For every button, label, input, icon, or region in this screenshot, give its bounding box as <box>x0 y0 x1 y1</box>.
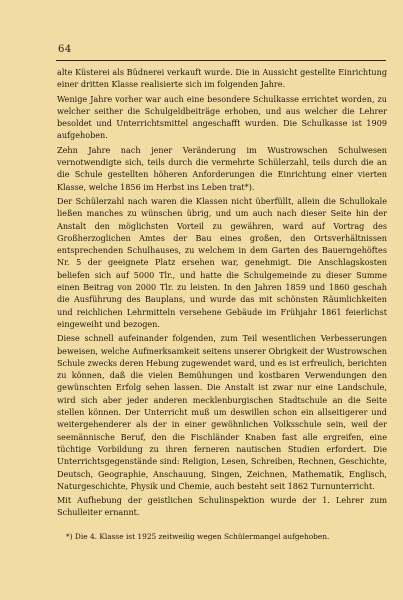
page-number: 64 <box>58 44 72 55</box>
page-body <box>57 66 387 521</box>
paragraph: Diese schnell aufeinander folgenden, zum Teil wesentlichen Verbesserungen beweisen, welche Aufmerksamkeit seitens unserer Obrigkeit der Wustrowschen Schule zwecks deren Hebung zugewendet ward, und es ist erfreulich, berichten zu können, daß die vielen Bemühungen und kostbaren Verwendungen den gewünschten Erfolg sehen lassen. Die Anstalt ist zwar nur eine Landschule, wird sich aber jeder anderen mecklenburgischen Stadtschule an die Seite stellen können. Der Unterricht muß um deswillen schon ein allseitigerer und weitergehenderer als der in einer gewöhnlichen Volksschule sein, weil der seemännische Beruf, den die Fischländer Knaben fast alle ergreifen, eine tüchtige Vorbildung zu ihren ferneren nautischen Studien erfordert. Die Unterrichtsgegenstände sind: Religion, Lesen, Schreiben, Rechnen, Geschichte, Deutsch, Geographie, Anschauung, Singen, Zeichnen, Mathematik, Englisch, Naturgeschichte, Physik und Chemie, auch besteht seit 1862 Turnunterricht. <box>57 333 387 491</box>
header-rule <box>56 60 386 61</box>
paragraph: Zehn Jahre nach jener Veränderung im Wustrowschen Schulwesen vernotwendigte sich, teils durch die vermehrte Schülerzahl, teils durch die an die Schule gestellten höheren Anforderungen die Einrichtung einer vierten Klasse, welche 1856 im Herbst ins Leben trat*). <box>57 144 387 192</box>
paragraph: alte Küsterei als Büdnerei verkauft wurde. Die in Aussicht gestellte Einrichtung einer dritten Klasse realisierte sich im folgenden Jahre. <box>57 67 387 90</box>
footnote: *) Die 4. Klasse ist 1925 zeitweilig wegen Schülermangel aufgehoben. <box>66 532 330 541</box>
paragraph: Wenige Jahre vorher war auch eine besondere Schulkasse errichtet worden, zu welcher seither die Schulgeldbeiträge erhoben, und aus welcher die Lehrer besoldet und Unterrichtsmittel angeschafft wurden. Die Schulkasse ist 1909 aufgehoben. <box>57 93 387 141</box>
paragraph: Der Schülerzahl nach waren die Klassen nicht überfüllt, allein die Schullokale ließen manches zu wünschen übrig, und um auch nach dieser Seite hin der Anstalt den möglichsten Vorteil zu gewähren, ward auf Vortrag des Großherzoglichen Amtes der Bau eines großen, den Ortsverhältnissen entsprechenden Schulhauses, zu welchem in dem Garten des Bauerngehöftes Nr. 5 der geeignete Platz ersehen war, genehmigt. Die Anschlagskosten beliefen sich auf 5000 Tlr., und hatte die Schulgemeinde zu dieser Summe einen Beitrag von 2000 Tlr. zu leisten. In den Jahren 1859 und 1860 geschah die Ausführung des Bauplans, und wurde das mit schönsten Räumlichkeiten und reichlichen Lehrmitteln versehene Gebäude im Frühjahr 1861 feierlichst eingeweiht und bezogen. <box>57 195 387 329</box>
paragraph: Mit Aufhebung der geistlichen Schulinspektion wurde der 1. Lehrer zum Schulleiter ernannt. <box>57 495 387 518</box>
